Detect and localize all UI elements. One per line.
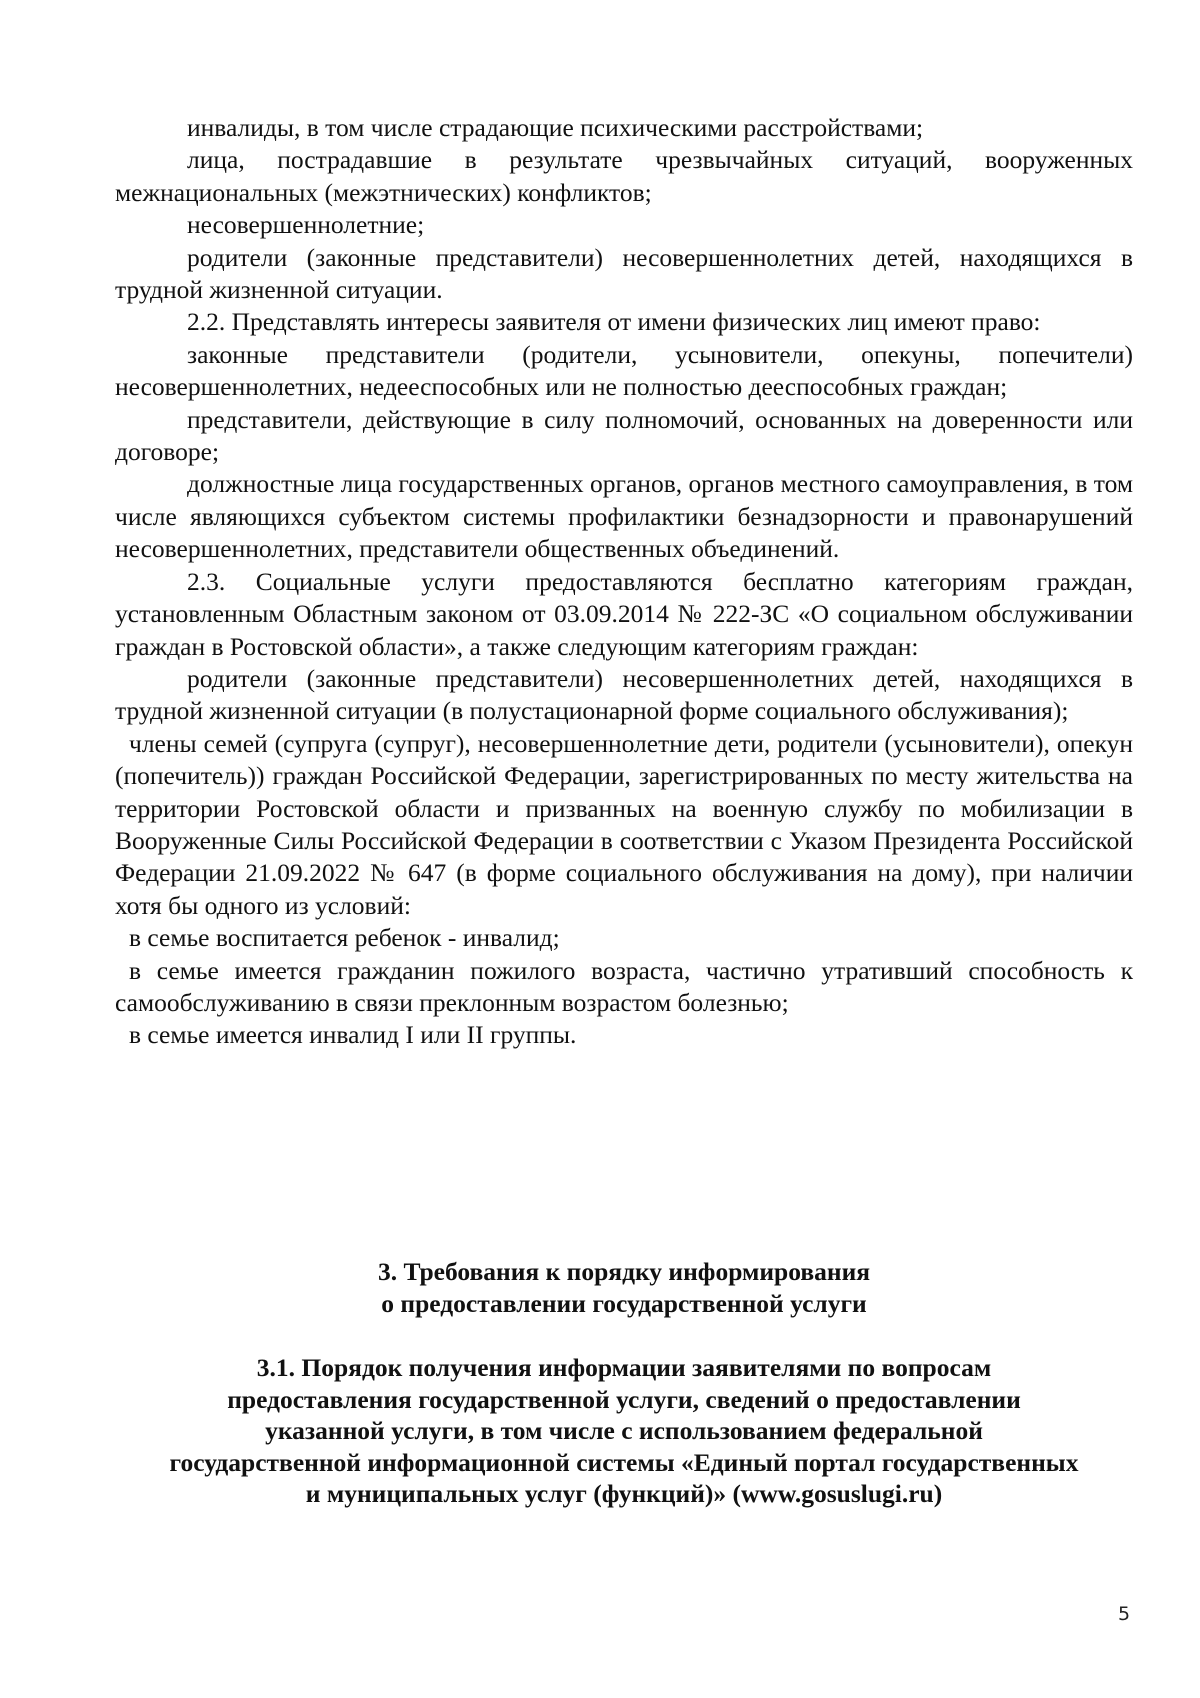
heading-line: указанной услуги, в том числе с использованием федеральной bbox=[265, 1416, 983, 1445]
page-number: 5 bbox=[1118, 1603, 1131, 1625]
paragraph: родители (законные представители) несовершеннолетних детей, находящихся в трудной жизненной ситуации. bbox=[115, 242, 1133, 305]
heading-line: о предоставлении государственной услуги bbox=[381, 1288, 867, 1318]
paragraph: родители (законные представители) несовершеннолетних детей, находящихся в трудной жизненной ситуации (в полустационарной форме социального обслуживания); bbox=[115, 663, 1133, 726]
paragraph: лица, пострадавшие в результате чрезвычайных ситуаций, вооруженных межнациональных (межэтнических) конфликтов; bbox=[115, 145, 1133, 207]
heading-line: предоставления государственной услуги, сведений о предоставлении bbox=[227, 1384, 1021, 1414]
paragraph: 2.2. Представлять интересы заявителя от имени физических лиц имеют право: bbox=[187, 307, 1041, 337]
paragraph: представители, действующие в силу полномочий, основанных на доверенности или договоре; bbox=[115, 404, 1133, 467]
section-3-1-heading bbox=[115, 1352, 1133, 1510]
paragraph: члены семей (супруга (супруг), несовершеннолетние дети, родители (усыновители), опекун (попечитель)) граждан Российской Федерации, зарегистрированных по месту жительства на территории Ростовской области и призванных на военную службу по мобилизации в Вооруженные Силы Российской Федерации в соответствии с Указом Президента Российской Федерации 21.09.2022 № 647 (в форме социального обслуживания на дому), при наличии хотя бы одного из условий: bbox=[115, 728, 1133, 920]
paragraph: инвалиды, в том числе страдающие психическими расстройствами; bbox=[187, 113, 924, 142]
paragraph: несовершеннолетние; bbox=[187, 210, 425, 240]
paragraph: должностные лица государственных органов, органов местного самоуправления, в том числе являющихся субъектом системы профилактики безнадзорности и правонарушений несовершеннолетних, представители общественных объединений. bbox=[115, 469, 1133, 564]
heading-line: и муниципальных услуг (функций)» (www.gosuslugi.ru) bbox=[305, 1479, 943, 1508]
paragraph: в семье имеется гражданин пожилого возраста, частично утративший способность к самообслуживанию в связи преклонным возрастом болезнью; bbox=[115, 955, 1133, 1017]
heading-line: 3.1. Порядок получения информации заявителями по вопросам bbox=[256, 1353, 992, 1382]
paragraph: в семье имеется инвалид I или II группы. bbox=[129, 1020, 577, 1050]
section-3-heading bbox=[115, 1256, 1133, 1319]
paragraph: законные представители (родители, усыновители, опекуны, попечители) несовершеннолетних, недееспособных или не полностью дееспособных граждан; bbox=[115, 339, 1133, 402]
paragraph: в семье воспитается ребенок - инвалид; bbox=[129, 923, 560, 953]
heading-line: 3. Требования к порядку информирования bbox=[377, 1257, 871, 1286]
body-text bbox=[115, 112, 1133, 1052]
heading-line: государственной информационной системы «Единый портал государственных bbox=[169, 1447, 1079, 1477]
paragraph: 2.3. Социальные услуги предоставляются бесплатно категориям граждан, установленным Областным законом от 03.09.2014 № 222-ЗС «О социальном обслуживании граждан в Ростовской области», а также следующим категориям граждан: bbox=[115, 566, 1133, 661]
